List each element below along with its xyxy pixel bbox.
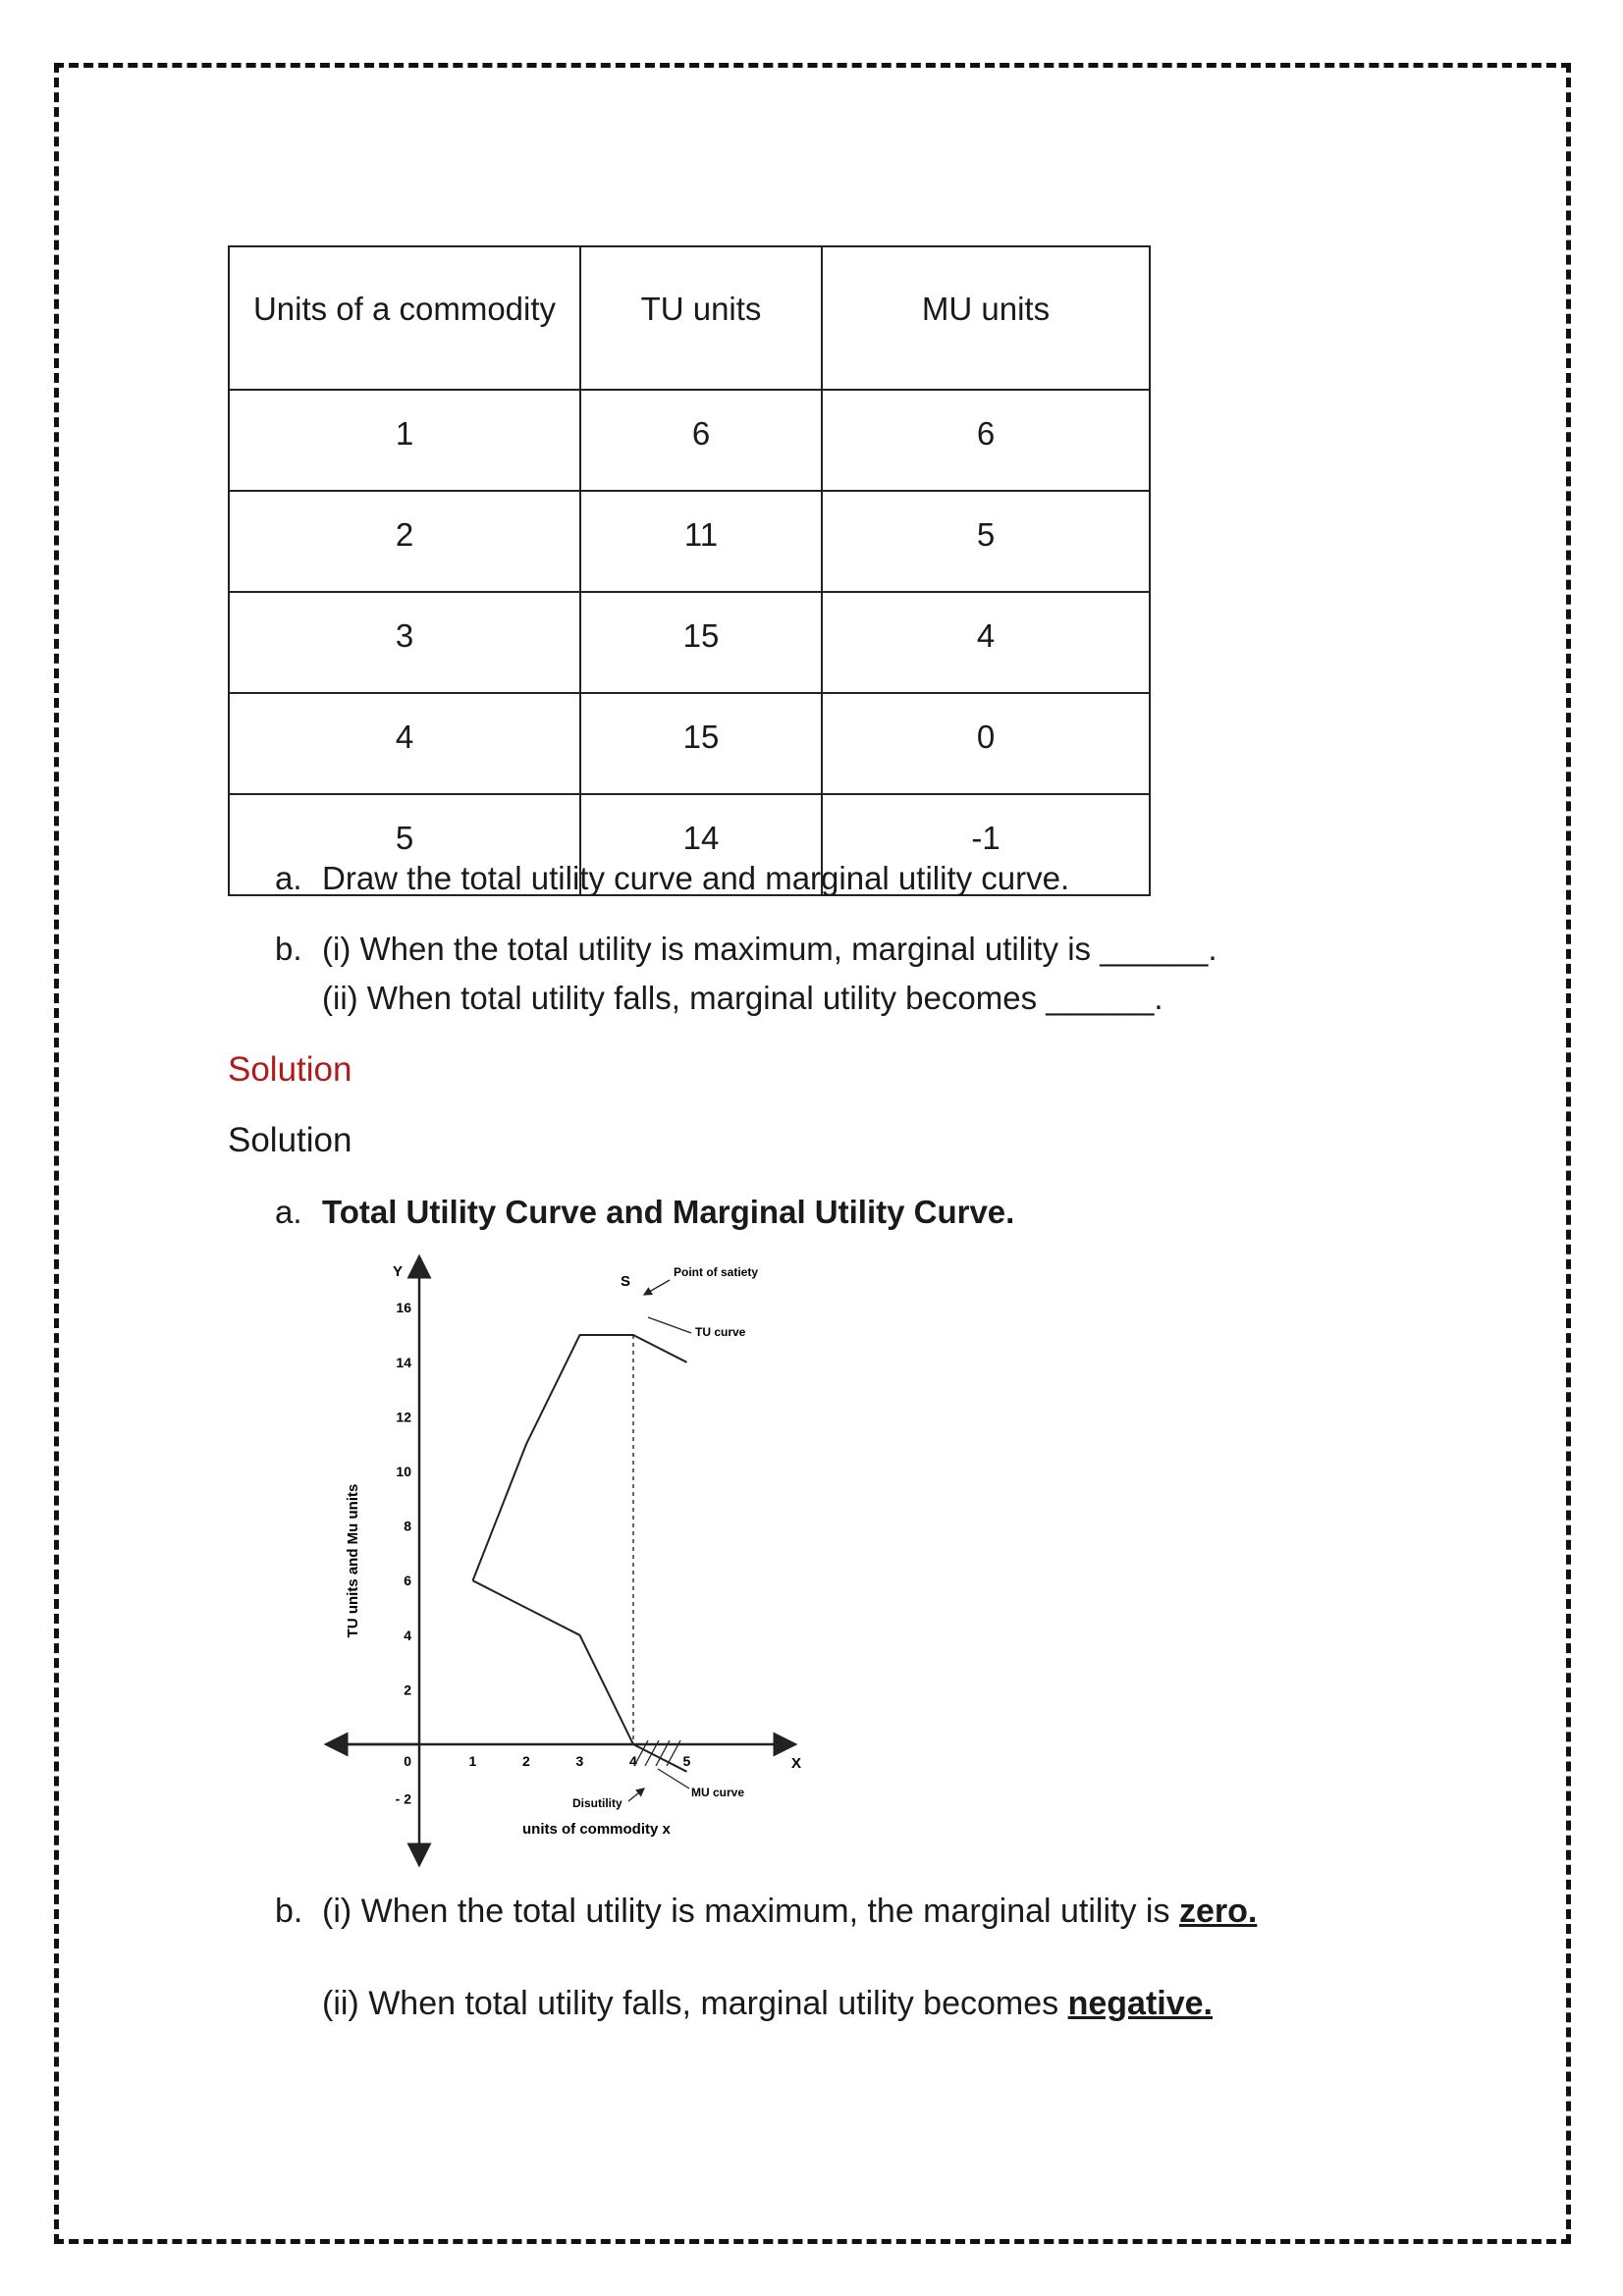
cell-tu: 14 [580, 794, 822, 895]
utility-table [228, 245, 1151, 896]
cell-units: 2 [229, 491, 580, 592]
solution-a-heading [275, 1194, 1014, 1231]
cell-tu: 15 [580, 592, 822, 693]
answer-b-ii-prefix: (ii) When total utility falls, marginal utility becomes [322, 1985, 1068, 2022]
answer-b-ii-value: negative. [1067, 1985, 1213, 2022]
question-a [275, 860, 1069, 897]
disutility-pointer [628, 1789, 644, 1801]
solution-heading-red: Solution [228, 1050, 352, 1089]
cell-tu: 11 [580, 491, 822, 592]
cell-units: 1 [229, 390, 580, 491]
mu-curve-pointer [658, 1769, 689, 1789]
y-tick-label: 8 [404, 1518, 411, 1534]
y-tick-label: 6 [404, 1573, 411, 1589]
cell-tu: 6 [580, 390, 822, 491]
x-tick-label: 3 [575, 1753, 584, 1769]
question-b-ii: (ii) When total utility falls, marginal utility becomes ______. [322, 980, 1163, 1016]
cell-units: 5 [229, 794, 580, 895]
table-header-row [229, 246, 1150, 390]
x-tick-label: 2 [522, 1753, 530, 1769]
y-axis-letter: Y [393, 1263, 404, 1280]
x-tick-label: 5 [682, 1753, 691, 1769]
table-row [229, 491, 1150, 592]
y-tick-label: 10 [396, 1464, 411, 1479]
table-row [229, 390, 1150, 491]
utility-chart [324, 1247, 835, 1875]
x-tick-label: 1 [468, 1753, 477, 1769]
y-ticks [396, 1300, 412, 1806]
y-tick-label: 12 [396, 1409, 411, 1425]
cell-tu: 15 [580, 693, 822, 794]
tu-curve-pointer [648, 1317, 691, 1333]
answer-b-i-prefix: (i) When the total utility is maximum, the marginal utility is [322, 1893, 1179, 1930]
y-axis-label: TU units and Mu units [345, 1483, 361, 1638]
satiety-letter: S [621, 1273, 631, 1290]
question-b-i [275, 931, 1217, 968]
header-mu: MU units [822, 246, 1150, 390]
cell-mu: 0 [822, 693, 1150, 794]
satiety-pointer [644, 1280, 670, 1295]
cell-mu: 6 [822, 390, 1150, 491]
y-tick-label: 16 [396, 1300, 411, 1316]
y-tick-label: 4 [404, 1627, 411, 1643]
cell-units: 4 [229, 693, 580, 794]
mu-curve-line [473, 1580, 687, 1772]
x-axis-letter: X [791, 1755, 802, 1772]
mu-curve-annotation: MU curve [691, 1786, 745, 1799]
tu-curve-annotation: TU curve [695, 1325, 746, 1339]
satiety-annotation: Point of satiety [674, 1265, 759, 1279]
y-tick-label: 14 [396, 1354, 411, 1370]
x-tick-label: 4 [629, 1753, 637, 1769]
question-b-i-text: (i) When the total utility is maximum, marginal utility is ______. [322, 931, 1217, 967]
tu-curve-line [473, 1335, 687, 1580]
x-ticks [469, 1753, 691, 1769]
cell-mu: 5 [822, 491, 1150, 592]
question-a-text: Draw the total utility curve and marginal utility curve. [322, 860, 1070, 896]
y-tick-label: - 2 [395, 1790, 411, 1807]
cell-mu: -1 [822, 794, 1150, 895]
solution-heading: Solution [228, 1121, 352, 1159]
y-tick-label: 2 [404, 1682, 411, 1698]
header-units: Units of a commodity [229, 246, 580, 390]
disutility-annotation: Disutility [572, 1796, 622, 1810]
header-tu: TU units [580, 246, 822, 390]
answer-b-i [275, 1893, 1257, 1931]
table-row [229, 693, 1150, 794]
question-b-label: b. [275, 931, 302, 967]
answer-b-i-value: zero. [1178, 1893, 1258, 1930]
y-tick-label: 0 [404, 1753, 411, 1769]
answer-b-label: b. [275, 1893, 303, 1930]
solution-a-label: a. [275, 1194, 302, 1230]
question-a-label: a. [275, 860, 302, 896]
x-axis-label: units of commodity x [522, 1821, 671, 1838]
answer-b-ii [322, 1985, 1213, 2023]
cell-units: 3 [229, 592, 580, 693]
solution-a-title: Total Utility Curve and Marginal Utility Curve. [322, 1194, 1015, 1230]
cell-mu: 4 [822, 592, 1150, 693]
table-row [229, 592, 1150, 693]
